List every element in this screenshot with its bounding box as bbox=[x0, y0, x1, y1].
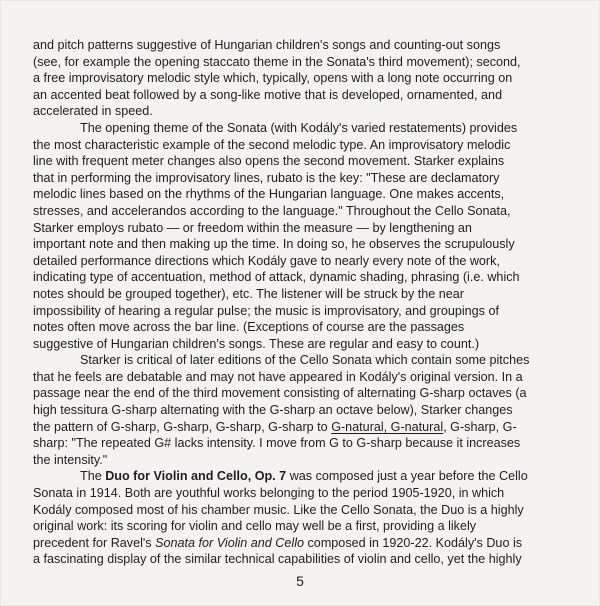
paragraph-4 bbox=[33, 468, 578, 568]
italic-title: Sonata for Violin and Cello bbox=[155, 535, 305, 550]
text-line: (see, for example the opening staccato theme in the Sonata's third movement); second, bbox=[33, 54, 521, 69]
text-line: line with frequent meter changes also opens the second movement. Starker explains bbox=[33, 154, 505, 169]
paragraph-2 bbox=[33, 120, 578, 352]
text-line: detailed performance directions which Kodály gave to nearly every note of the work, bbox=[33, 253, 500, 268]
text-line: accelerated in speed. bbox=[33, 104, 153, 119]
text-line bbox=[33, 468, 578, 485]
text-line bbox=[33, 419, 578, 436]
text-line: a fascinating display of the similar technical capabilities of violin and cello, yet the highly bbox=[33, 552, 522, 567]
paragraph-1 bbox=[33, 37, 578, 120]
text-line: notes often move across the bar line. (Exceptions of course are the passages bbox=[33, 320, 465, 335]
document-body bbox=[33, 37, 578, 568]
text-line: and pitch patterns suggestive of Hungarian children's songs and counting-out songs bbox=[33, 38, 501, 52]
work-title: Duo for Violin and Cello, Op. 7 bbox=[105, 469, 287, 484]
text-line: impossibility of hearing a regular pulse; the music is improvisatory, and groupings of bbox=[33, 303, 499, 318]
text-run: the pattern of G-sharp, G-sharp, G-sharp, G-sharp to bbox=[33, 419, 332, 434]
text-line: stresses, and accelerandos according to the language." Throughout the Cello Sonata, bbox=[33, 203, 511, 218]
text-line: suggestive of Hungarian children's songs. These are regular and easy to count.) bbox=[33, 336, 480, 351]
paragraph-3 bbox=[33, 352, 578, 468]
text-line: an accented beat followed by a song-like motive that is developed, ornamented, and bbox=[33, 87, 503, 102]
page-number: 5 bbox=[296, 573, 304, 589]
text-line: passage near the end of the third movement consisting of alternating G-sharp octaves (a bbox=[33, 386, 527, 401]
text-line: notes should be grouped together), etc. The listener will be struck by the near bbox=[33, 286, 465, 301]
text-line: original work: its scoring for violin and cello may well be a first, providing a likely bbox=[33, 519, 477, 534]
text-line: the most characteristic example of the second melodic type. An improvisatory melodic bbox=[33, 137, 511, 152]
text-line: Sonata in 1914. Both are youthful works belonging to the period 1905-1920, in which bbox=[33, 486, 505, 501]
text-run: , G-sharp, G- bbox=[443, 419, 517, 434]
text-line: the intensity." bbox=[33, 452, 108, 467]
text-run: precedent for Ravel's bbox=[33, 535, 156, 550]
text-line: important note and then making up the time. In doing so, he observes the scrupulously bbox=[33, 237, 515, 252]
text-run: composed in 1920-22. Kodály's Duo is bbox=[304, 535, 523, 550]
text-line: high tessitura G-sharp alternating with the G-sharp an octave below), Starker changes bbox=[33, 403, 513, 418]
text-run: The bbox=[80, 469, 106, 484]
underlined-text: G-natural, G-natural bbox=[331, 419, 444, 434]
text-line: that in performing the improvisatory lines, rubato is the key: "These are declamatory bbox=[33, 170, 500, 185]
text-line bbox=[33, 535, 578, 552]
text-line: Kodály composed most of his chamber music. Like the Cello Sonata, the Duo is a highly bbox=[33, 502, 524, 517]
text-line: Starker employs rubato — or freedom within the measure — by lengthening an bbox=[33, 220, 472, 235]
text-line: that he feels are debatable and may not have appeared in Kodály's original version. In a bbox=[33, 369, 523, 384]
text-run: was composed just a year before the Cello bbox=[286, 469, 528, 484]
text-line: The opening theme of the Sonata (with Kodály's varied restatements) provides bbox=[80, 120, 518, 135]
text-line: indicating type of accentuation, method of attack, dynamic shading, phrasing (i.e. which bbox=[33, 270, 520, 285]
text-line: melodic lines based on the rhythms of the Hungarian language. One makes accents, bbox=[33, 187, 505, 202]
text-line: a free improvisatory melodic style which, typically, opens with a long note occurring on bbox=[33, 71, 513, 86]
text-line: Starker is critical of later editions of the Cello Sonata which contain some pitches bbox=[80, 353, 530, 368]
text-line: sharp: "The repeated G# lacks intensity. I move from G to G-sharp because it increases bbox=[33, 436, 521, 451]
